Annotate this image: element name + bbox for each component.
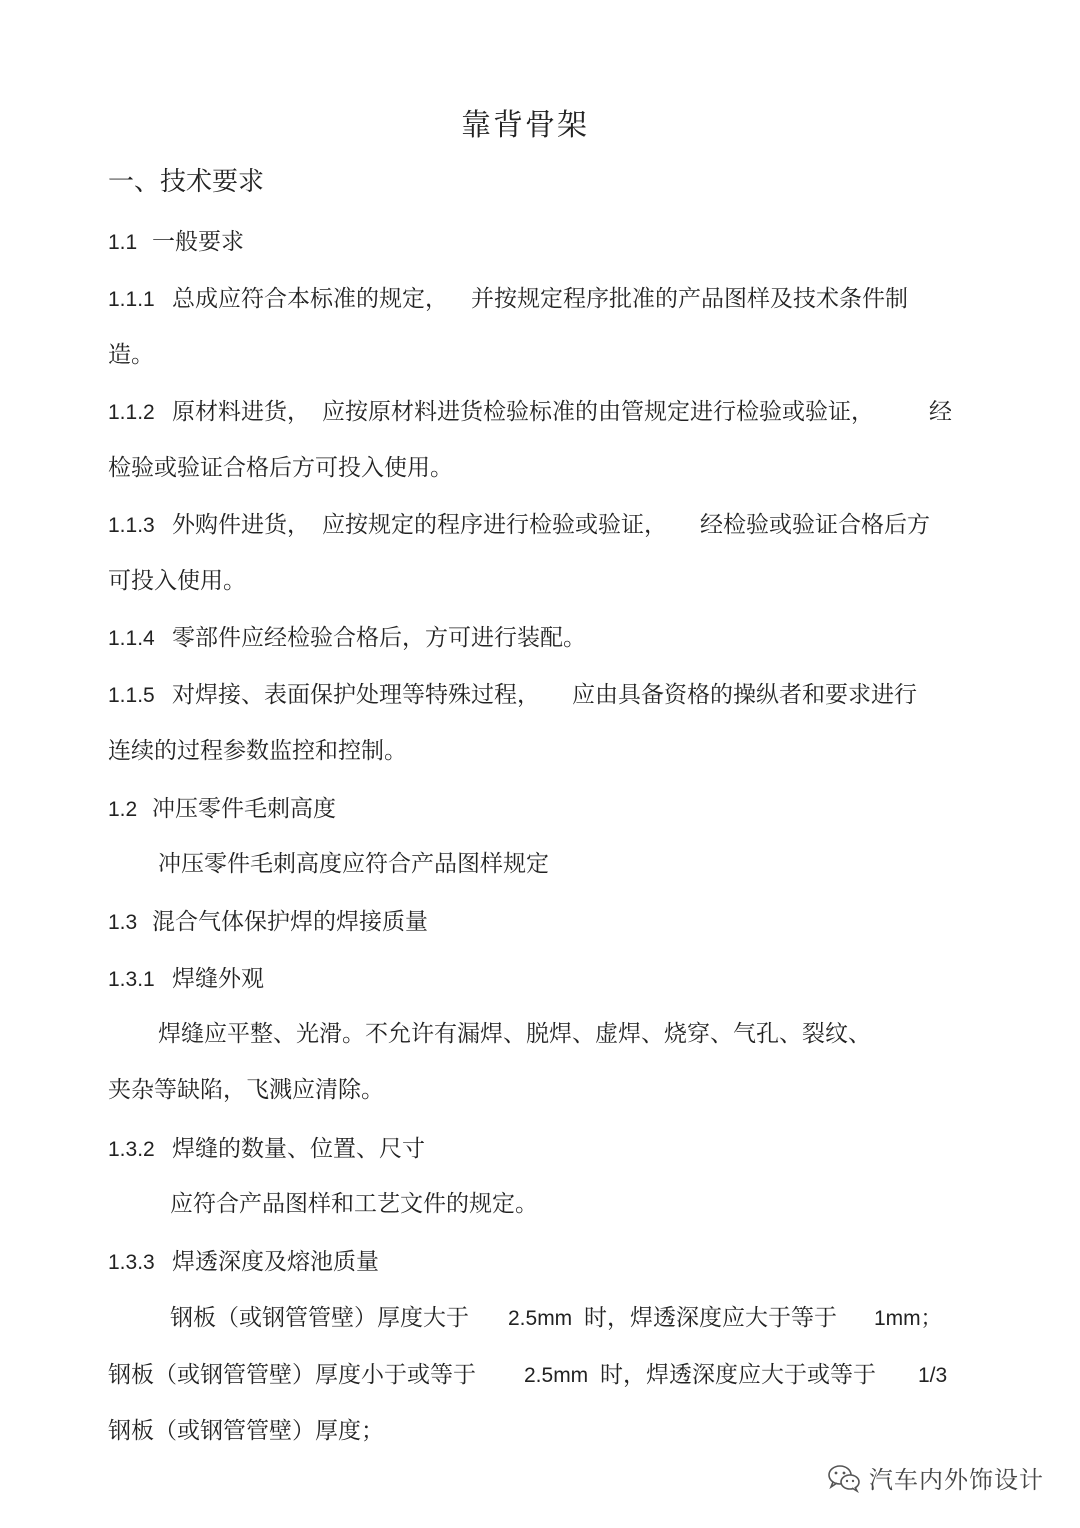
paragraph-text: 零部件应经检验合格后，方可进行装配。 (172, 625, 586, 651)
paragraph-text: 应按规定的程序进行检验或验证， (322, 512, 667, 538)
paragraph-text: 可投入使用。 (108, 568, 246, 594)
heading-text: 焊透深度及熔池质量 (172, 1249, 379, 1275)
heading-number: 1.3 (108, 911, 138, 934)
clause-number: 1.3.2 (108, 1138, 155, 1161)
paragraph-text: 钢板（或钢管管壁）厚度； (108, 1418, 384, 1444)
watermark-text: 汽车内外饰设计 (869, 1466, 1044, 1494)
paragraph-text: 经检验或验证合格后方 (700, 512, 930, 538)
paragraph-text: 焊缝应平整、光滑。不允许有漏焊、脱焊、虚焊、烧穿、气孔、裂纹、 (158, 1021, 871, 1047)
wechat-icon (827, 1463, 861, 1493)
clause-number: 1.3.3 (108, 1251, 155, 1274)
paragraph-text: 时，焊透深度应大于等于 (584, 1305, 837, 1331)
paragraph-value: 1/3 (918, 1364, 948, 1387)
clause-number: 1.1.5 (108, 684, 155, 707)
watermark (827, 1460, 1044, 1495)
heading-text: 冲压零件毛刺高度 (152, 796, 336, 822)
heading-number: 1.1 (108, 231, 138, 254)
heading-text: 焊缝的数量、位置、尺寸 (172, 1136, 425, 1162)
paragraph-value: 1mm； (874, 1307, 942, 1330)
paragraph-text: 总成应符合本标准的规定， (172, 286, 448, 312)
paragraph-text: 并按规定程序批准的产品图样及技术条件制 (471, 286, 908, 312)
clause-number: 1.1.3 (108, 514, 155, 537)
paragraph-value: 2.5mm (508, 1307, 573, 1330)
heading-number: 1.2 (108, 798, 138, 821)
clause-number: 1.1.4 (108, 627, 155, 650)
paragraph-value: 2.5mm (524, 1364, 589, 1387)
paragraph-text: 连续的过程参数监控和控制。 (108, 738, 407, 764)
paragraph-text: 应按原材料进货检验标准的由管规定进行检验或验证， (322, 399, 874, 425)
paragraph-text: 夹杂等缺陷，飞溅应清除。 (108, 1077, 384, 1103)
heading-text: 混合气体保护焊的焊接质量 (152, 909, 428, 935)
paragraph-text: 原材料进货， (172, 399, 310, 425)
paragraph-text: 外购件进货， (172, 512, 310, 538)
document-title: 靠背骨架 (461, 108, 589, 143)
heading-text: 一般要求 (152, 229, 244, 255)
paragraph-text: 造。 (108, 342, 154, 368)
paragraph-text: 应符合产品图样和工艺文件的规定。 (170, 1191, 538, 1217)
clause-number: 1.1.2 (108, 401, 155, 424)
heading-text: 焊缝外观 (172, 966, 264, 992)
paragraph-text: 时，焊透深度应大于或等于 (600, 1362, 876, 1388)
clause-number: 1.3.1 (108, 968, 155, 991)
paragraph-text: 对焊接、表面保护处理等特殊过程， (172, 682, 540, 708)
paragraph-text: 经 (929, 399, 952, 425)
paragraph-text: 检验或验证合格后方可投入使用。 (108, 455, 453, 481)
paragraph-text: 钢板（或钢管管壁）厚度小于或等于 (108, 1362, 476, 1388)
paragraph-text: 冲压零件毛刺高度应符合产品图样规定 (158, 851, 549, 877)
paragraph-text: 应由具备资格的操纵者和要求进行 (572, 682, 917, 708)
paragraph-text: 钢板（或钢管管壁）厚度大于 (170, 1305, 469, 1331)
clause-number: 1.1.1 (108, 288, 155, 311)
section-heading: 一、技术要求 (108, 167, 265, 197)
